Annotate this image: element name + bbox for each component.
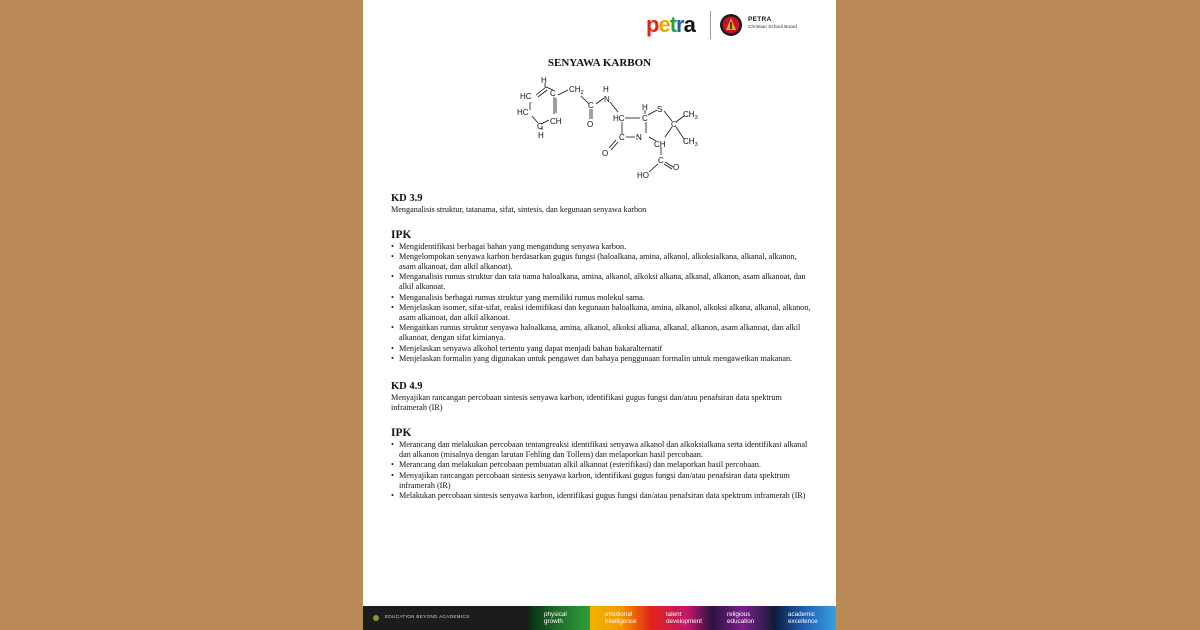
- segment-line2: education: [727, 618, 755, 625]
- footer-tagline: EDUCATION BEYOND ACADEMICS: [385, 614, 470, 619]
- segment-line2: growth: [544, 618, 563, 625]
- mol-c-gem: C: [671, 120, 677, 129]
- mol-c-amide: C: [588, 101, 594, 110]
- kd-description-1: Menganalisis struktur, tatanama, sifat, sintesis, dan kegunaan senyawa karbon: [391, 205, 647, 214]
- mol-h-n: H: [603, 85, 609, 94]
- ipk-title-2: IPK: [391, 426, 412, 439]
- mol-ch3-a-label: CH: [683, 110, 695, 119]
- segment-line2: development: [666, 618, 703, 625]
- list-item: • Mengidentifikasi berbagai bahan yang mengandung senyawa karbon.: [391, 242, 811, 252]
- footer-segment-physical: [529, 606, 590, 630]
- list-item: • Mengaitkan rumus struktur senyawa haloalkana, amina, alkanol, alkoksi alkana, alkanal, alkanon, asam alkanoat, dan alkil alkanoat, dengan sifat kimianya.: [391, 323, 811, 343]
- mol-o-beta: O: [602, 149, 609, 158]
- mol-c-top: C: [550, 89, 556, 98]
- penicillin-structure-diagram: [508, 74, 708, 184]
- footer-segment-talent: [651, 606, 712, 630]
- section-spacer: [391, 364, 811, 381]
- segment-line2: excellence: [788, 618, 818, 625]
- segment-line1: academic: [788, 611, 815, 618]
- mol-c-acid: C: [658, 156, 664, 165]
- kd-description-2: Menyajikan rancangan percobaan sintesis senyawa karbon, identifikasi gugus fungsi dan/atau penafsiran data spektrum inframerah (IR): [391, 392, 782, 413]
- petra-wordmark-logo: petra: [646, 12, 695, 37]
- kd-title-2: KD 4.9: [391, 380, 423, 392]
- list-item: • Menjelaskan isomer, sifat-sifat, reaksi identifikasi dan kegunaan haloalkana, amina, alkanol, alkoksi alkana, alkanal, alkanon, asam alkanoat, dan alkil alkanoat.: [391, 303, 811, 323]
- mol-n-ring: N: [636, 133, 642, 142]
- mol-hc2: HC: [517, 108, 529, 117]
- segment-line1: physical: [544, 611, 567, 618]
- mol-ch2-label: CH: [569, 85, 581, 94]
- header-logos: [646, 11, 806, 41]
- petra-seal-icon: [719, 13, 743, 37]
- mol-c-beta: C: [619, 133, 625, 142]
- mol-ch3-b-sub: 3: [694, 142, 698, 148]
- list-item: • Menganalisis berbagai rumus struktur yang memiliki rumus molekul sama.: [391, 293, 811, 303]
- footer-banner: [363, 606, 836, 630]
- ipk-title-1: IPK: [391, 228, 412, 241]
- logo-divider: [710, 11, 711, 39]
- document-content: [391, 193, 811, 501]
- mol-h-hc: H: [642, 103, 648, 112]
- ipk-list-1: [391, 242, 811, 364]
- mol-o-acid: O: [673, 163, 680, 172]
- footer-segment-emotional: [590, 606, 651, 630]
- mol-h-bottom: H: [538, 131, 544, 140]
- mol-hc1: HC: [520, 92, 532, 101]
- mol-s: S: [657, 105, 663, 114]
- list-item: • Menganalisis rumus struktur dan tata nama haloalkana, amina, alkanol, alkoksi alkana, alkanal, alkanon, asam alkanoat, dan alkil alkanoat.: [391, 272, 811, 292]
- mol-ch3-a-sub: 3: [694, 115, 698, 121]
- mol-h-top: H: [541, 76, 547, 85]
- mol-ch3-b-label: CH: [683, 137, 695, 146]
- mol-ch3-b: [683, 137, 698, 148]
- brand-name: PETRA: [748, 16, 772, 23]
- segment-line1: talent: [666, 611, 682, 618]
- footer-segment-academic: [773, 606, 836, 630]
- footer-segment-religious: [712, 606, 773, 630]
- segment-line2: intelligence: [605, 618, 637, 625]
- segment-line1: religious: [727, 611, 751, 618]
- footer-dot-icon: [373, 615, 379, 621]
- list-item: • Menyajikan rancangan percobaan sintesis senyawa karbon, identifikasi gugus fungsi dan/atau penafsiran data spektrum inframerah (IR): [391, 471, 811, 491]
- list-item: • Menjelaskan senyawa alkohol tertentu yang dapat menjadi bahan bakaralternatif: [391, 344, 811, 354]
- mol-c-ring: C: [642, 114, 648, 123]
- ipk-list-2: [391, 440, 811, 501]
- mol-c-bottom: C: [537, 122, 543, 131]
- mol-ch2-sub: 2: [580, 90, 584, 96]
- list-item: • Melakukan percobaan sintesis senyawa karbon, identifikasi gugus fungsi dan/atau penafsiran data spektrum inframerah (IR): [391, 491, 811, 501]
- kd-title-1: KD 3.9: [391, 193, 423, 204]
- mol-o-amide: O: [587, 120, 594, 129]
- list-item: • Menjelaskan formalin yang digunakan untuk pengawet dan bahaya penggunaan formalin untuk mengawetkan makanan.: [391, 354, 811, 364]
- list-item: • Mengelompokan senyawa karbon berdasarkan gugus fungsi (haloalkana, amina, alkanol, alkoksialkana, alkanal, alkanon, asam alkanoat, dan alkil alkanoat).: [391, 252, 811, 272]
- list-item: • Merancang dan melakukan percobaan tentangreaksi identifikasi senyawa alkanol dan alkoksialkana serta identifikasi alkanal dan alkanon (misalnya dengan larutan Fehling dan Tollens) dan melaporkan hasil percobaan.: [391, 440, 811, 460]
- segment-line1: emotional: [605, 611, 633, 618]
- list-item: • Merancang dan melakukan percobaan pembuatan alkil alkanoat (esterifikasi) dan melaporkan hasil percobaan.: [391, 460, 811, 470]
- mol-ch3-a: [683, 110, 698, 121]
- mol-ch2: [569, 85, 584, 96]
- mol-hc-ring: HC: [613, 114, 625, 123]
- mol-ch-ring: CH: [550, 117, 562, 126]
- mol-ho: HO: [637, 171, 649, 180]
- mol-n-amide: N: [604, 95, 610, 104]
- document-page: [363, 0, 836, 630]
- brand-subtitle: Christian School Board: [748, 25, 798, 30]
- page-title: SENYAWA KARBON: [547, 57, 652, 69]
- footer-tagline-panel: [363, 606, 529, 630]
- mol-ch-ring2: CH: [654, 140, 666, 149]
